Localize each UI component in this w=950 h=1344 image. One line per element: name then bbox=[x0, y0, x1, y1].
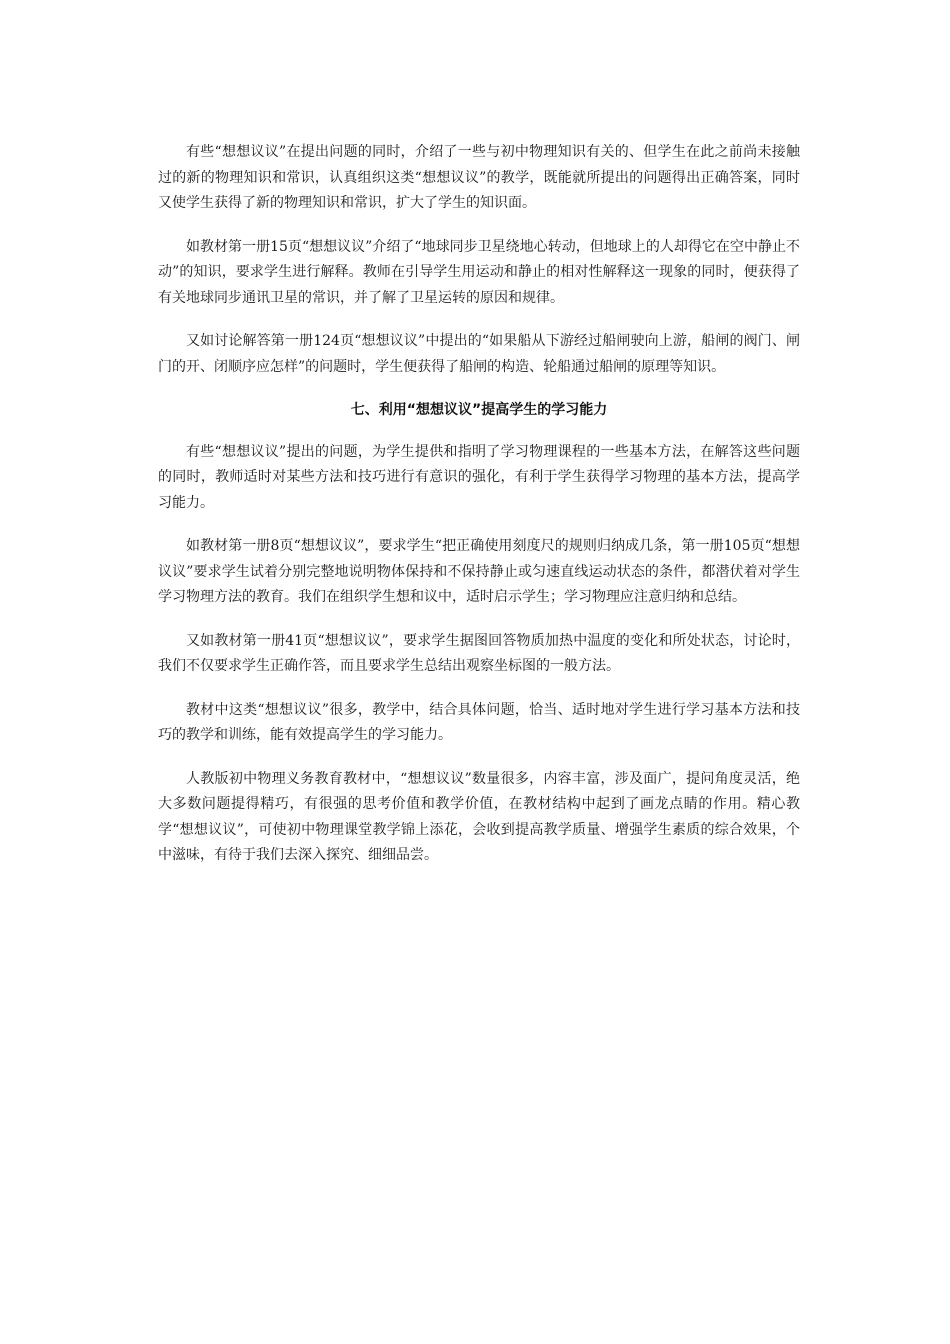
paragraph-ship-lock-example: 又如讨论解答第一册124页“想想议议”中提出的“如果船从下游经过船闸驶向上游，船闸的阀门、闸门的开、闭顺序应怎样”的问题时，学生便获得了船闸的构造、轮船通过船闸的原理等知识。 bbox=[158, 333, 800, 375]
paragraph-satellite-example: 如教材第一册15页“想想议议”介绍了“地球同步卫星绕地心转动，但地球上的人却得它在空中静止不动”的知识，要求学生进行解释。教师在引导学生用运动和静止的相对性解释这一现象的同时，便获得了有关地球同步通讯卫星的常识，并了解了卫星运转的原因和规律。 bbox=[158, 238, 800, 306]
paragraph-training: 教材中这类“想想议议”很多，教学中，结合具体问题，恰当、适时地对学生进行学习基本方法和技巧的教学和训练，能有效提高学生的学习能力。 bbox=[158, 701, 800, 743]
paragraph-learning-methods: 有些“想想议议”提出的问题，为学生提供和指明了学习物理课程的一些基本方法，在解答这些问题的同时，教师适时对某些方法和技巧进行有意识的强化，有利于学生获得学习物理的基本方法，提高学习能力。 bbox=[158, 443, 800, 511]
section-heading: 七、利用“想想议议”提高学生的学习能力 bbox=[350, 402, 608, 418]
paragraph-ruler-example: 如教材第一册8页“想想议议”，要求学生“把正确使用刻度尺的规则归纳成几条，第一册105页“想想议议”要求学生试着分别完整地说明物体保持和不保持静止或匀速直线运动状态的条件，都潜伏着对学生学习物理方法的教育。我们在组织学生想和议中，适时启示学生；学习物理应注意归纳和总结。 bbox=[158, 538, 800, 605]
document-page bbox=[158, 140, 800, 887]
paragraph-graph-example: 又如教材第一册41页“想想议议”，要求学生据图回答物质加热中温度的变化和所处状态，讨论时，我们不仅要求学生正确作答，而且要求学生总结出观察坐标图的一般方法。 bbox=[158, 632, 800, 674]
paragraph-new-knowledge: 有些“想想议议”在提出问题的同时，介绍了一些与初中物理知识有关的、但学生在此之前尚未接触过的新的物理知识和常识，认真组织这类“想想议议”的教学，既能就所提出的问题得出正确答案，同时又使学生获得了新的物理知识和常识，扩大了学生的知识面。 bbox=[158, 144, 800, 211]
paragraph-conclusion: 人教版初中物理义务教育教材中，“想想议议”数量很多，内容丰富，涉及面广，提问角度灵活，绝大多数问题提得精巧，有很强的思考价值和教学价值，在教材结构中起到了画龙点睛的作用。精心教学“想想议议”，可使初中物理课堂教学锦上添花，会收到提高教学质量、增强学生素质的综合效果，个中滋味，有待于我们去深入探究、细细品尝。 bbox=[158, 770, 800, 863]
